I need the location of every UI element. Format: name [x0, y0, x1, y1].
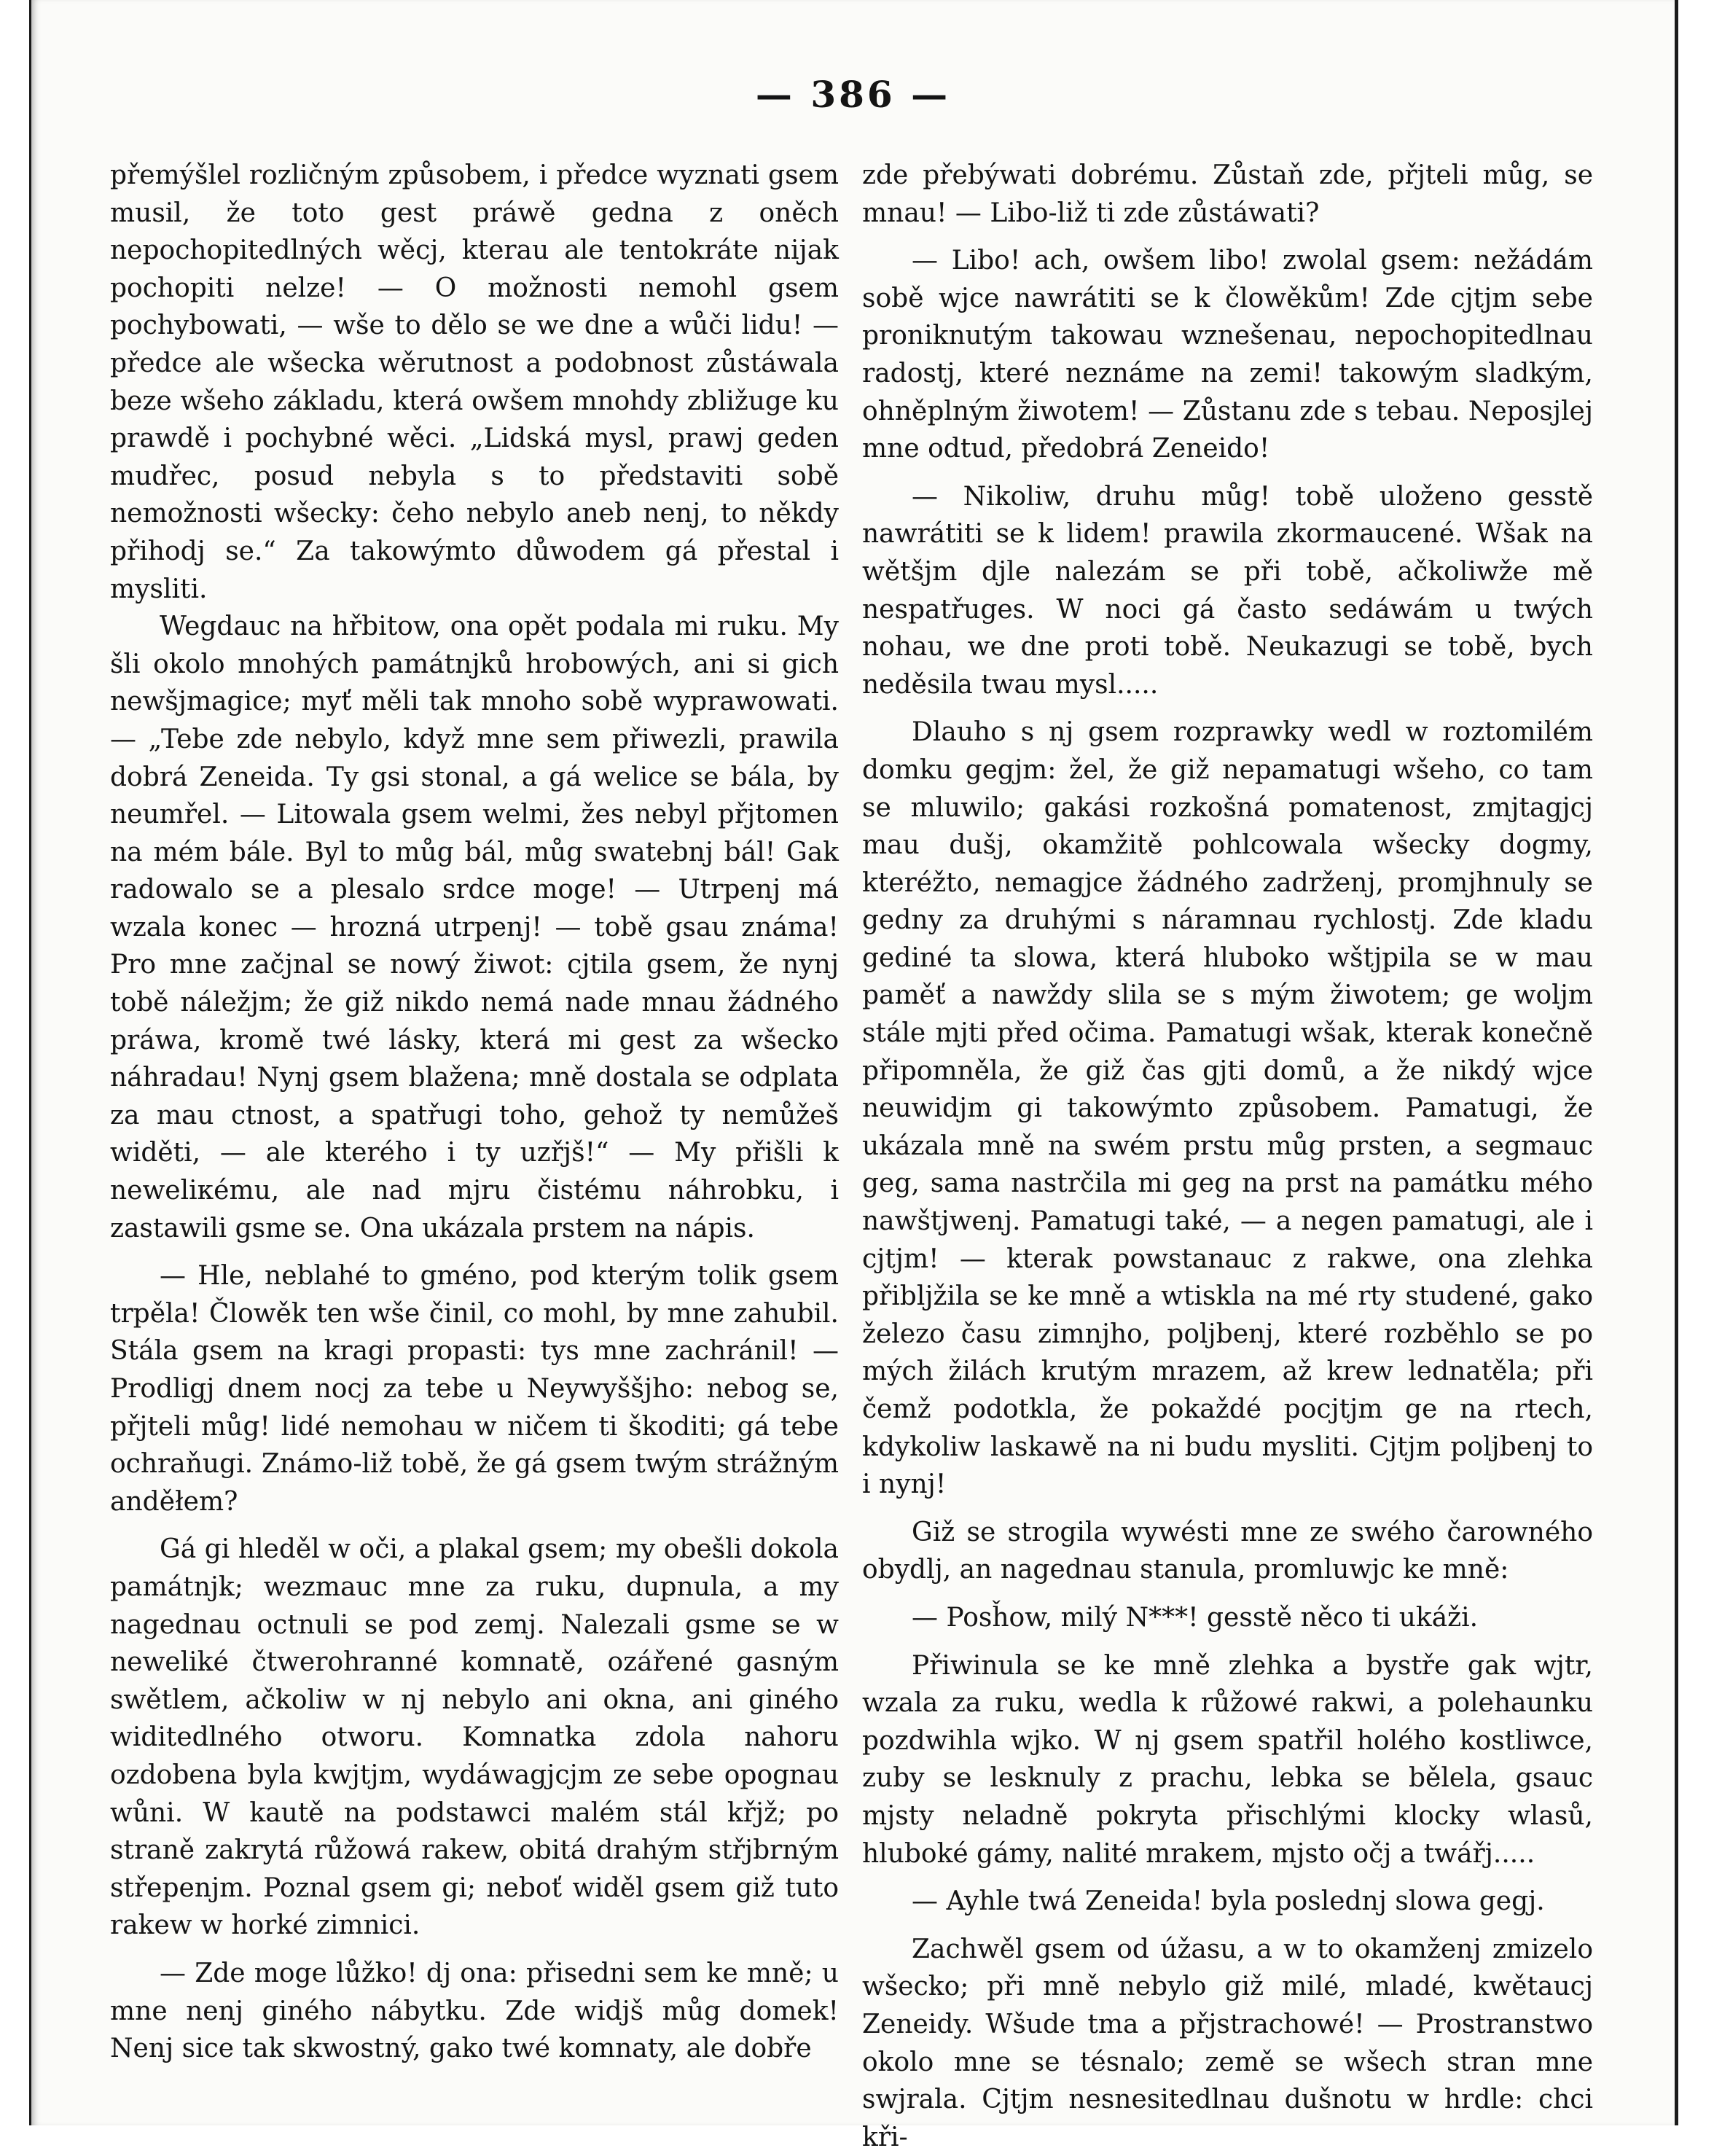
- paragraph: Giž se strogila wywésti mne ze swého čarowného obydlj, an nagednau stanula, promluwjc ke mně:: [862, 1517, 1593, 1585]
- paragraph: zde přebýwati dobrému. Zůstaň zde, přjteli můg, se mnau! — Libo-liž ti zde zůstáwati?: [862, 160, 1593, 228]
- left-column: [110, 157, 839, 2068]
- paragraph: — Nikoliw, druhu můg! tobě uloženo gesstě nawrátiti se k lidem! prawila zkormaucené. Wšak na wětšjm djle nalezám se při tobě, ačkoliwže mě nespatřuges. W noci gá často sedáwám u twých nohau, we dne proti tobě. Neukazugi se tobě, bych neděsila twau mysl.....: [862, 481, 1593, 700]
- page-number: — 386 —: [755, 73, 951, 116]
- paragraph: — Ayhle twá Zeneida! byla poslednj slowa gegj.: [912, 1886, 1545, 1917]
- paragraph: Přiwinula se ke mně zlehka a bystře gak wjtr, wzala za ruku, wedla k růžowé rakwi, a polehaunku pozdwihla wjko. W nj gsem spatřil holého kostliwce, zuby se lesknuly z prachu, lebka se bělela, gsauc mjsty neladně pokryta přischlými klocky wlasů, hluboké gámy, nalité mrakem, mjsto očj a twářj.....: [862, 1650, 1593, 1869]
- paragraph: Zachwěl gsem od úžasu, a w to okamženj zmizelo wšecko; při mně nebylo giž milé, mladé, kwětaucj Zeneidy. Wšude tma a přjstrachowé! — Prostranstwo okolo mne se tésnalo; země se wšech stran mne swjrala. Cjtjm nesnesitedlnau dušnotu w hrdle: chci kři-: [862, 1934, 1593, 2152]
- paragraph: přemýšlel rozličným způsobem, i předce wyznati gsem musil, že toto gest práwě gedna z oněch nepochopitedlných wěcj, kterau ale tentokráte nijak pochopiti nelze! — O možnosti nemohl gsem pochybowati, — wše to dělo se we dne a wůči lidu! — předce ale wšecka wěrutnost a podobnost zůstáwala beze wšeho základu, která owšem mnohdy zbližuge ku prawdě i pochybné wěci. „Lidská mysl, prawj geden mudřec, posud nebyla s to představiti sobě nemožnosti wšecky: čeho nebylo aneb nenj, to někdy přihodj se.“ Za takowýmto důwodem gá přestal i mysliti.: [110, 160, 839, 604]
- paragraph: — Libo! ach, owšem libo! zwolal gsem: nežádám sobě wjce nawrátiti se k člowěkům! Zde cjtjm sebe proniknutým takowau wznešenau, nepochopitedlnau radostj, které neznáme na zemi! takowým sladkým, ohněplným žiwotem! — Zůstanu zde s tebau. Neposjlej mne odtud, předobrá Zeneido!: [862, 246, 1593, 464]
- paragraph: Gá gi hleděl w oči, a plakal gsem; my obešli dokola památnjk; wezmauc mne za ruku, dupnula, a my nagednau octnuli se pod zemj. Nalezali gsme se w newelіké čtwerohranné komnatě, ozářené gasným swětlem, ačkoliw w nj nebylo ani okna, ani giného widitedlného otworu. Komnatka zdola nahoru ozdobena byla kwjtjm, wydáwagjcjm ze sebe opognau wůni. W kautě na podstawci malém stál křjž; po straně zakrytá růžowá rakew, obitá drahým střjbrným střepenjm. Poznal gsem gi; neboť widěl gsem giž tuto rakew w horké zimnici.: [110, 1534, 839, 1941]
- paragraph: Wegdauc na hřbitow, ona opět podala mi ruku. My šli okolo mnohých památnjků hrobowých, ani si gich newšjmagice; myť měli tak mnoho sobě wyprawowati. — „Tebe zde nebylo, když mne sem přiwezli, prawila dobrá Zeneida. Ty gsi stonal, a gá welice se bála, by neumřel. — Litowala gsem welmi, žes nebyl přjtomen na mém bále. Byl to můg bál, můg swatebnj bál! Gak radowalo se a plesalo srdce moge! — Utrpenj má wzala konec — hrozná utrpenj! — tobě gsau známa! Pro mne začjnal se nowý žiwot: cjtila gsem, že nynj tobě náležjm; že giž nikdo nemá nade mnau žádného práwa, kromě twé lásky, která mi gest za wšecko náhradau! Nynj gsem blažena; mně dostala se odplata za mau ctnost, a spatřugi toho, gehož ty nemůžeš widěti, — ale kterého i ty uzřjš!“ — My přišli k neweliкému, ale nad mjru čistému náhrobku, i zastawili gsme se. Ona ukázala prstem na nápis.: [110, 612, 839, 1243]
- paragraph: — Posȟow, milý N***! gesstě něco ti ukáži.: [912, 1602, 1479, 1633]
- paragraph: — Zde moge lůžko! dj ona: přisedni sem ke mně; u mne nenj giného nábytku. Zde widjš můg domek! Nenj sice tak skwostný, gako twé komnaty, ale dobře: [110, 1958, 839, 2064]
- book-page: [29, 0, 1678, 2152]
- paragraph: — Hle, neblahé to gméno, pod kterým tolik gsem trpěla! Člowěk ten wše činil, co mohl, by mne zahubil. Stála gsem na kragi propasti: tys mne zachránil! — Prodligj dnem nocj za tebe u Neywyššjho: nebog se, přjteli můg! lidé nemohau w ničem ti škoditi; gá tebe ochraňugi. Známo-liž tobě, že gá gsem twým strážným anděłem?: [110, 1261, 839, 1517]
- paragraph: Dlauho s nj gsem rozprawky wedl w roztomilém domku gegjm: žel, že giž nepamatugi wšeho, co tam se mluwilo; gakási rozkošná pomatenost, zmjtagjcj mau dušj, okamžitě pohlcowala wšecky dogmy, kteréžto, nemagjce žádného zadrženj, promjhnuly se gedny za druhými s náramnau rychlostj. Zde kladu gediné ta slowa, která hluboko wštjpila se w mau paměť a nawždy slila se s mým žiwotem; ge woljm stále mjti před očima. Pamatugi wšak, kterak konečně připomněla, že giž čas gjti domů, a že nikdý wjce neuwidjm gi takowýmto způsobem. Pamatugi, že ukázala mně na swém prstu můg prsten, a segmauc geg, sama nastrčila mi geg na prst na památku mého nawštjwenj. Pamatugi také, — a negen pamatugi, ale i cjtjm! — kterak powstanauc z rakwe, ona zlehka přibljžila se ke mně a wtiskla na mé rty studené, gako železo času zimnjho, poljbenj, které rozběhlo se po mých žilách krutým mrazem, až krew lednatěla; při čemž podotkla, že pokaždé pocjtjm ge na rtech, kdykoliw laskawě na ni budu mysliti. Cjtjm poljbenj to i nynj!: [862, 717, 1593, 1500]
- right-column: [862, 157, 1593, 2156]
